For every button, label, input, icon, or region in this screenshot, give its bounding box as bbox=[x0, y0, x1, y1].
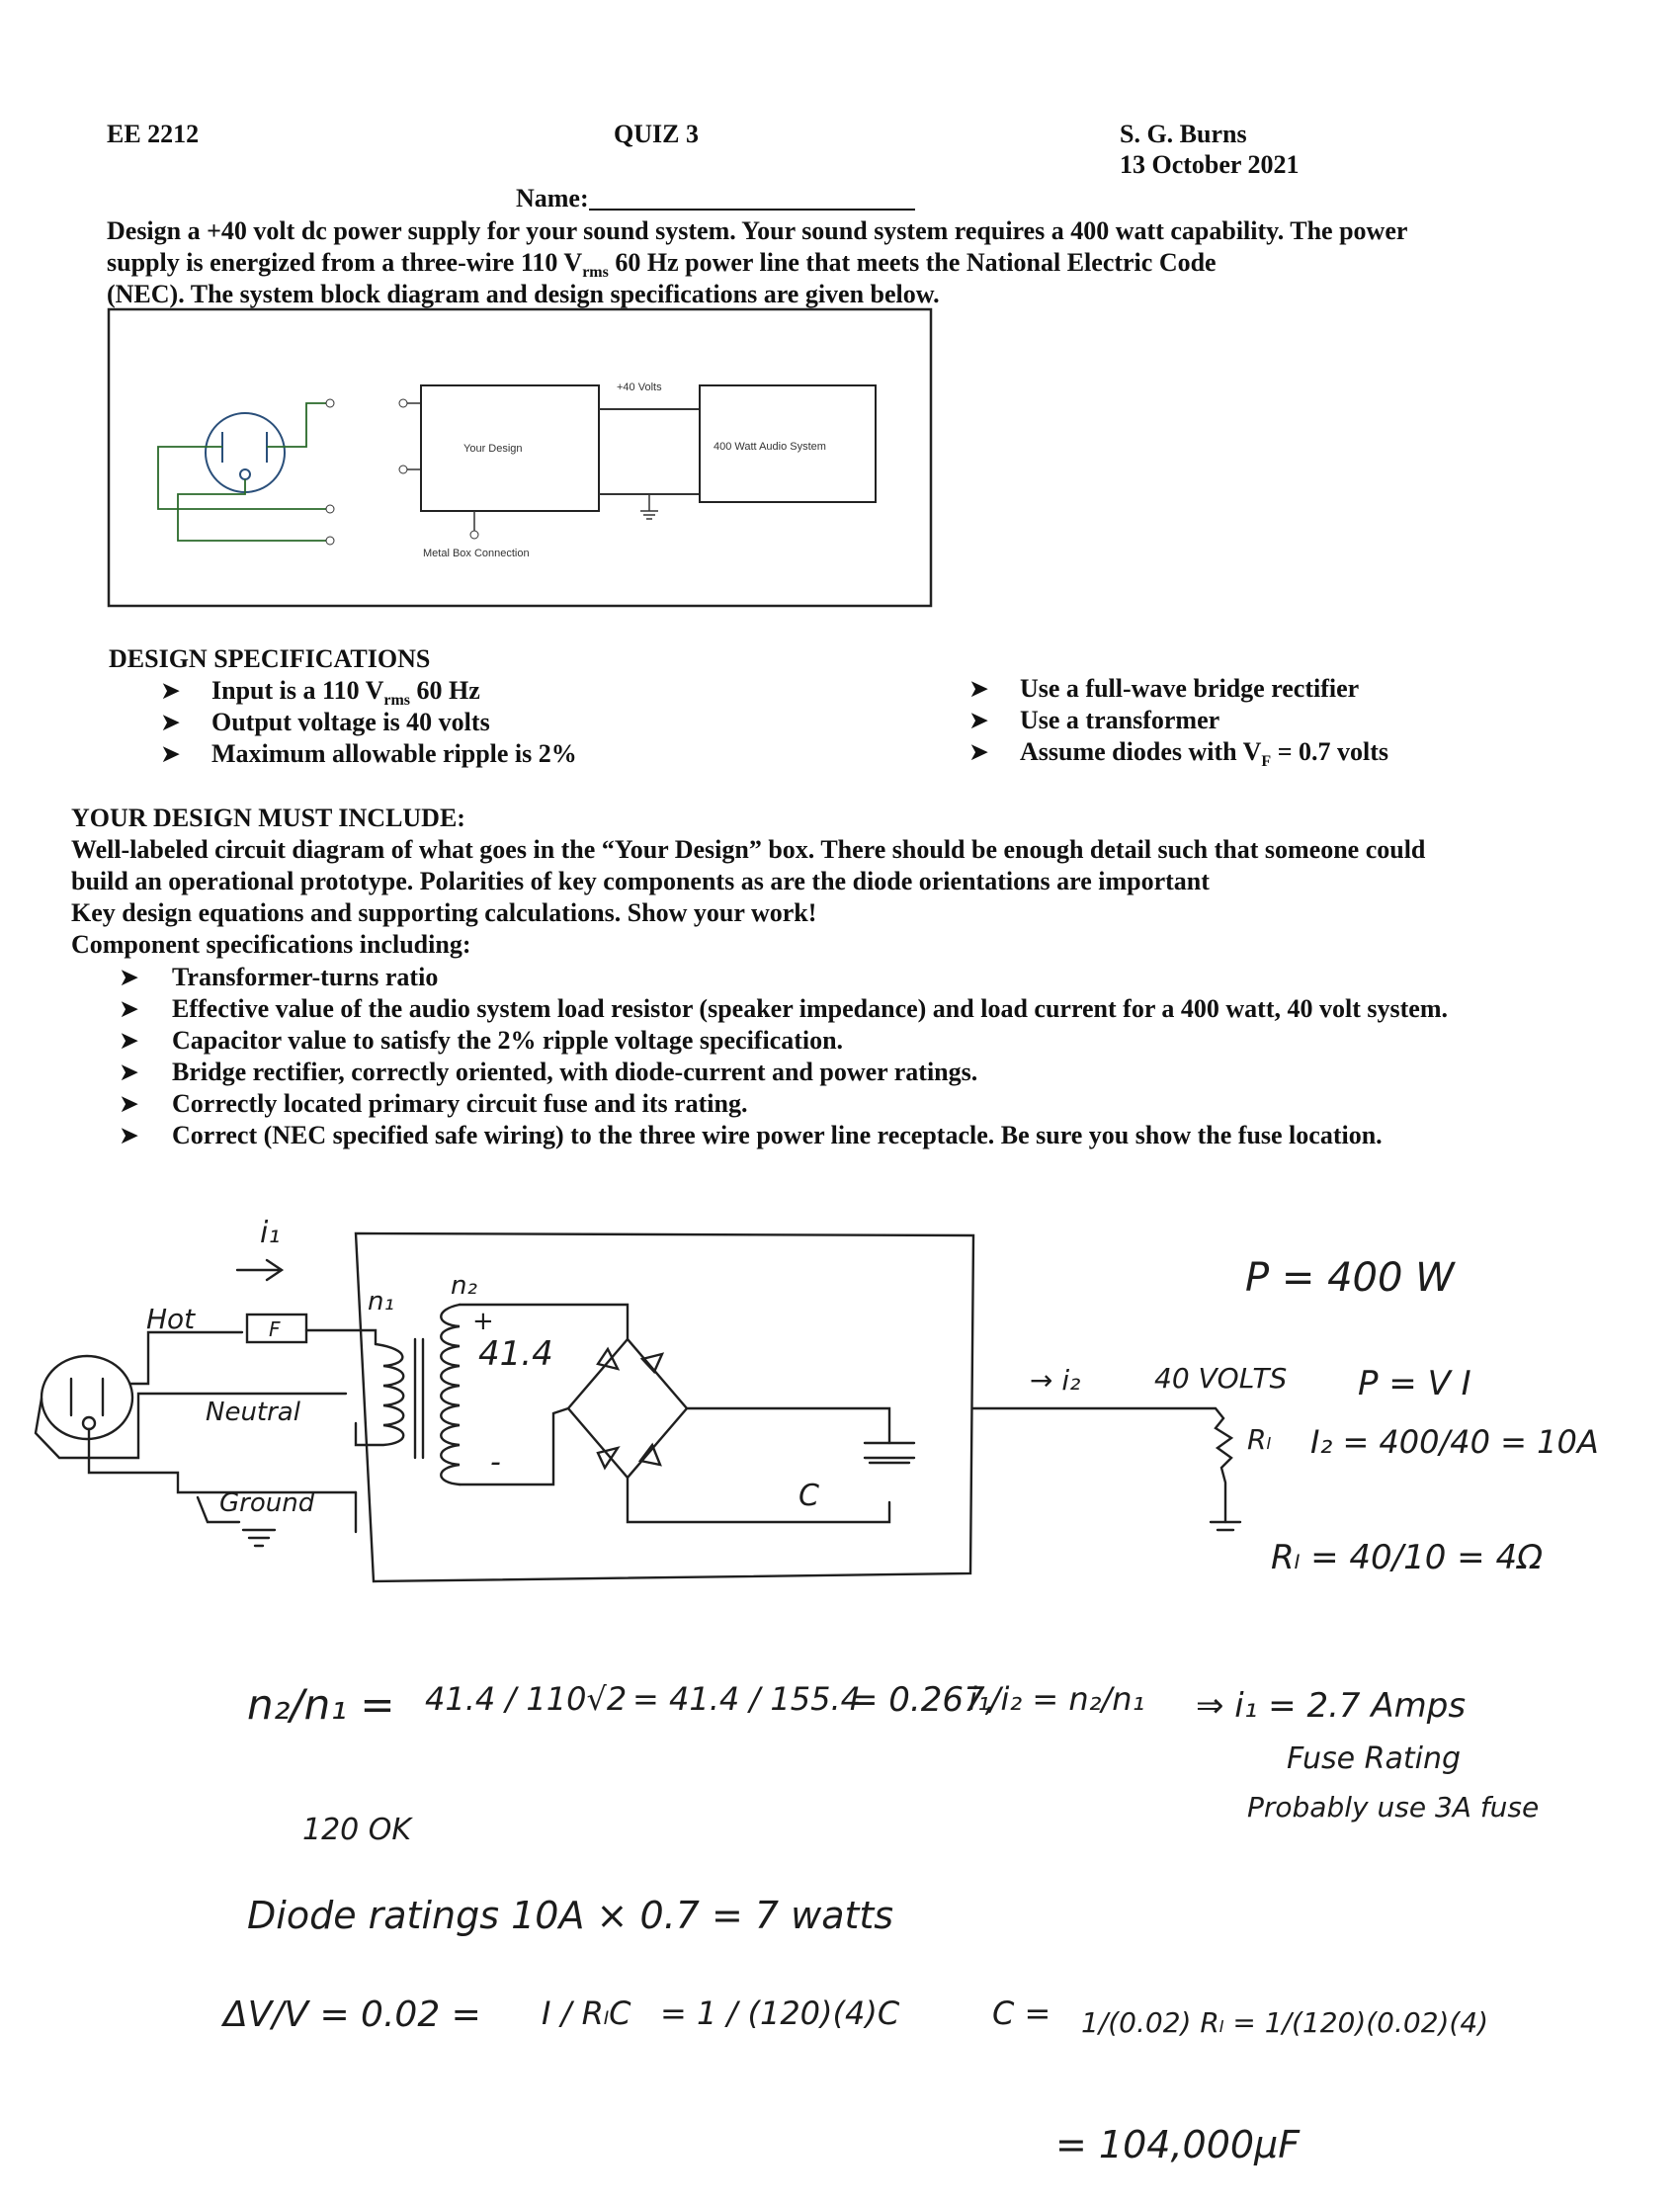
rl-label: Rₗ bbox=[1247, 1423, 1272, 1456]
design-specs-heading: DESIGN SPECIFICATIONS bbox=[109, 644, 431, 673]
i1-label: i₁ bbox=[260, 1216, 281, 1250]
bullet-arrow: ➤ bbox=[160, 708, 181, 736]
bullet-arrow: ➤ bbox=[119, 1026, 139, 1055]
power-value: P = 400 W bbox=[1245, 1255, 1455, 1301]
spec-right-2: Use a transformer bbox=[1020, 706, 1220, 734]
ripple-eq-rc: I / RₗC bbox=[542, 1994, 631, 2032]
bullet-arrow: ➤ bbox=[160, 739, 181, 768]
bullet-arrow: ➤ bbox=[119, 994, 139, 1023]
spec-left-2: Output voltage is 40 volts bbox=[211, 708, 490, 736]
quiz-date: 13 October 2021 bbox=[1120, 150, 1300, 179]
power-formula: P = V I bbox=[1358, 1364, 1471, 1403]
turns-ratio-value: = 0.267, bbox=[850, 1680, 996, 1720]
fuse-label: F bbox=[269, 1317, 281, 1341]
bullet-arrow: ➤ bbox=[160, 676, 181, 705]
capacitor-value: = 104,000μF bbox=[1055, 2123, 1301, 2166]
spec-left-1: Input is a 110 $V_{rms}$ 60 Hz bbox=[211, 676, 480, 710]
hot-label: Hot bbox=[146, 1303, 196, 1335]
ok120-label: 120 OK bbox=[302, 1813, 412, 1847]
plus40-volts-label: +40 Volts bbox=[617, 382, 662, 393]
bullet-arrow: ➤ bbox=[119, 1089, 139, 1118]
metal-box-label: Metal Box Connection bbox=[423, 548, 530, 559]
secondary-voltage: 41.4 bbox=[478, 1334, 553, 1374]
n2-label: n₂ bbox=[451, 1271, 477, 1301]
capacitor-label: C bbox=[798, 1479, 819, 1513]
bullet-arrow: ➤ bbox=[968, 737, 989, 766]
include-item-3: Capacitor value to satisfy the 2% ripple voltage specification. bbox=[172, 1026, 844, 1055]
bullet-arrow: ➤ bbox=[968, 674, 989, 703]
quiz-title: QUIZ 3 bbox=[614, 120, 699, 148]
spec-right-1: Use a full-wave bridge rectifier bbox=[1020, 674, 1360, 703]
turns-ratio-lhs: n₂/n₁ = bbox=[247, 1680, 395, 1729]
fuse-rating-label: Fuse Rating bbox=[1287, 1741, 1462, 1776]
capacitor-eq-fraction: 1/(0.02) Rₗ = 1/(120)(0.02)(4) bbox=[1081, 2006, 1489, 2039]
bullet-arrow: ➤ bbox=[968, 706, 989, 734]
volts40-label: 40 VOLTS bbox=[1154, 1362, 1288, 1395]
must-include-line-2: build an operational prototype. Polarities of key components as are the diode orientations are important bbox=[71, 867, 1210, 895]
include-item-2: Effective value of the audio system load resistor (speaker impedance) and load current for a 400 watt, 40 volt system. bbox=[172, 994, 1448, 1023]
author-name: S. G. Burns bbox=[1120, 120, 1247, 148]
must-include-line-4: Component specifications including: bbox=[71, 930, 471, 959]
must-include-line-3: Key design equations and supporting calculations. Show your work! bbox=[71, 898, 817, 927]
name-label: Name: bbox=[516, 184, 589, 212]
ripple-eq-lhs: ΔV/V = 0.02 = bbox=[223, 1994, 481, 2035]
bullet-arrow: ➤ bbox=[119, 963, 139, 991]
i2-calc: I₂ = 400/40 = 10A bbox=[1310, 1423, 1599, 1461]
intro-line-1: Design a +40 volt dc power supply for your sound system. Your sound system requires a 400 watt capability. The power bbox=[107, 216, 1408, 245]
spec-right-3: Assume diodes with $V_F = 0.7$ volts bbox=[1020, 737, 1389, 771]
ground-label: Ground bbox=[219, 1488, 315, 1518]
include-item-1: Transformer-turns ratio bbox=[172, 963, 439, 991]
your-design-label: Your Design bbox=[463, 443, 523, 455]
bullet-arrow: ➤ bbox=[119, 1121, 139, 1149]
spec-left-3: Maximum allowable ripple is 2% bbox=[211, 739, 577, 768]
plus-label: + bbox=[472, 1307, 494, 1336]
intro-line-2: supply is energized from a three-wire 110 $V_{rms}$ 60 Hz power line that meets the National Electric Code bbox=[107, 248, 1217, 282]
rl-calc: Rₗ = 40/10 = 4Ω bbox=[1271, 1538, 1544, 1577]
i1-value: ⇒ i₁ = 2.7 Amps bbox=[1196, 1686, 1467, 1726]
turns-ratio-mid2: = 41.4 / 155.4 bbox=[632, 1680, 861, 1718]
neutral-label: Neutral bbox=[206, 1398, 300, 1427]
capacitor-eq-label: C = bbox=[992, 1994, 1051, 2032]
turns-ratio-mid1: 41.4 / 110√2 bbox=[425, 1680, 628, 1718]
audio-system-label: 400 Watt Audio System bbox=[714, 441, 826, 453]
include-item-4: Bridge rectifier, correctly oriented, with diode-current and power ratings. bbox=[172, 1058, 978, 1086]
fuse-recommendation: Probably use 3A fuse bbox=[1247, 1791, 1540, 1824]
current-ratio: i₁/i₂ = n₂/n₁ bbox=[968, 1680, 1145, 1718]
ripple-eq-c: = 1 / (120)(4)C bbox=[660, 1994, 900, 2032]
block-diagram bbox=[0, 0, 1680, 633]
must-include-line-1: Well-labeled circuit diagram of what goes in the “Your Design” box. There should be enough detail such that someone could bbox=[71, 835, 1426, 864]
must-include-heading: YOUR DESIGN MUST INCLUDE: bbox=[71, 804, 465, 832]
course-number: EE 2212 bbox=[107, 120, 200, 148]
intro-line-3: (NEC). The system block diagram and design specifications are given below. bbox=[107, 280, 940, 308]
minus-label: - bbox=[490, 1445, 501, 1480]
include-item-6: Correct (NEC specified safe wiring) to the three wire power line receptacle. Be sure you show the fuse location. bbox=[172, 1121, 1383, 1149]
diode-ratings: Diode ratings 10A × 0.7 = 7 watts bbox=[247, 1894, 894, 1937]
bullet-arrow: ➤ bbox=[119, 1058, 139, 1086]
n1-label: n₁ bbox=[368, 1287, 394, 1316]
include-item-5: Correctly located primary circuit fuse and its rating. bbox=[172, 1089, 748, 1118]
i2-arrow-label: → i₂ bbox=[1030, 1364, 1081, 1397]
